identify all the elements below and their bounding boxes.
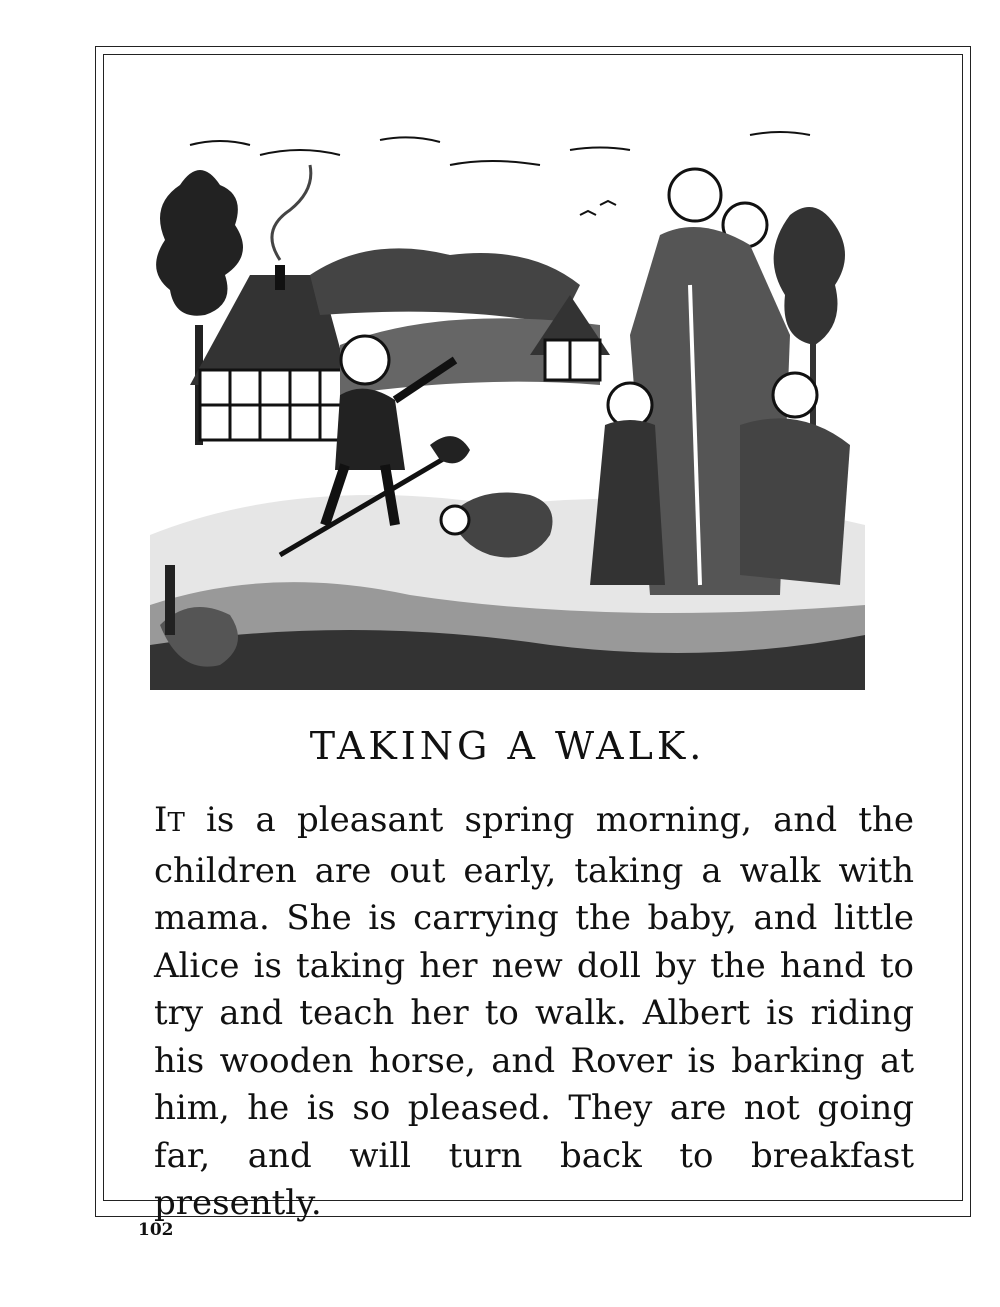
story-title: TAKING A WALK. [309, 724, 706, 768]
story-body-text: is a pleasant spring morning, and the children are out early, taking a walk with mama. She is carrying the baby, and little Alice is taking her new doll by the hand to try and teach her to walk. Albert is riding his wooden horse, and Rover is barking at him, he is so pleased. They are not going far, and will turn back to breakfast presently. [154, 800, 914, 1223]
small-capital: T [167, 808, 185, 838]
woodcut-illustration [150, 125, 865, 690]
drop-capital: I [154, 800, 168, 840]
story-body [154, 797, 914, 1228]
page-number: 102 [138, 1220, 174, 1240]
